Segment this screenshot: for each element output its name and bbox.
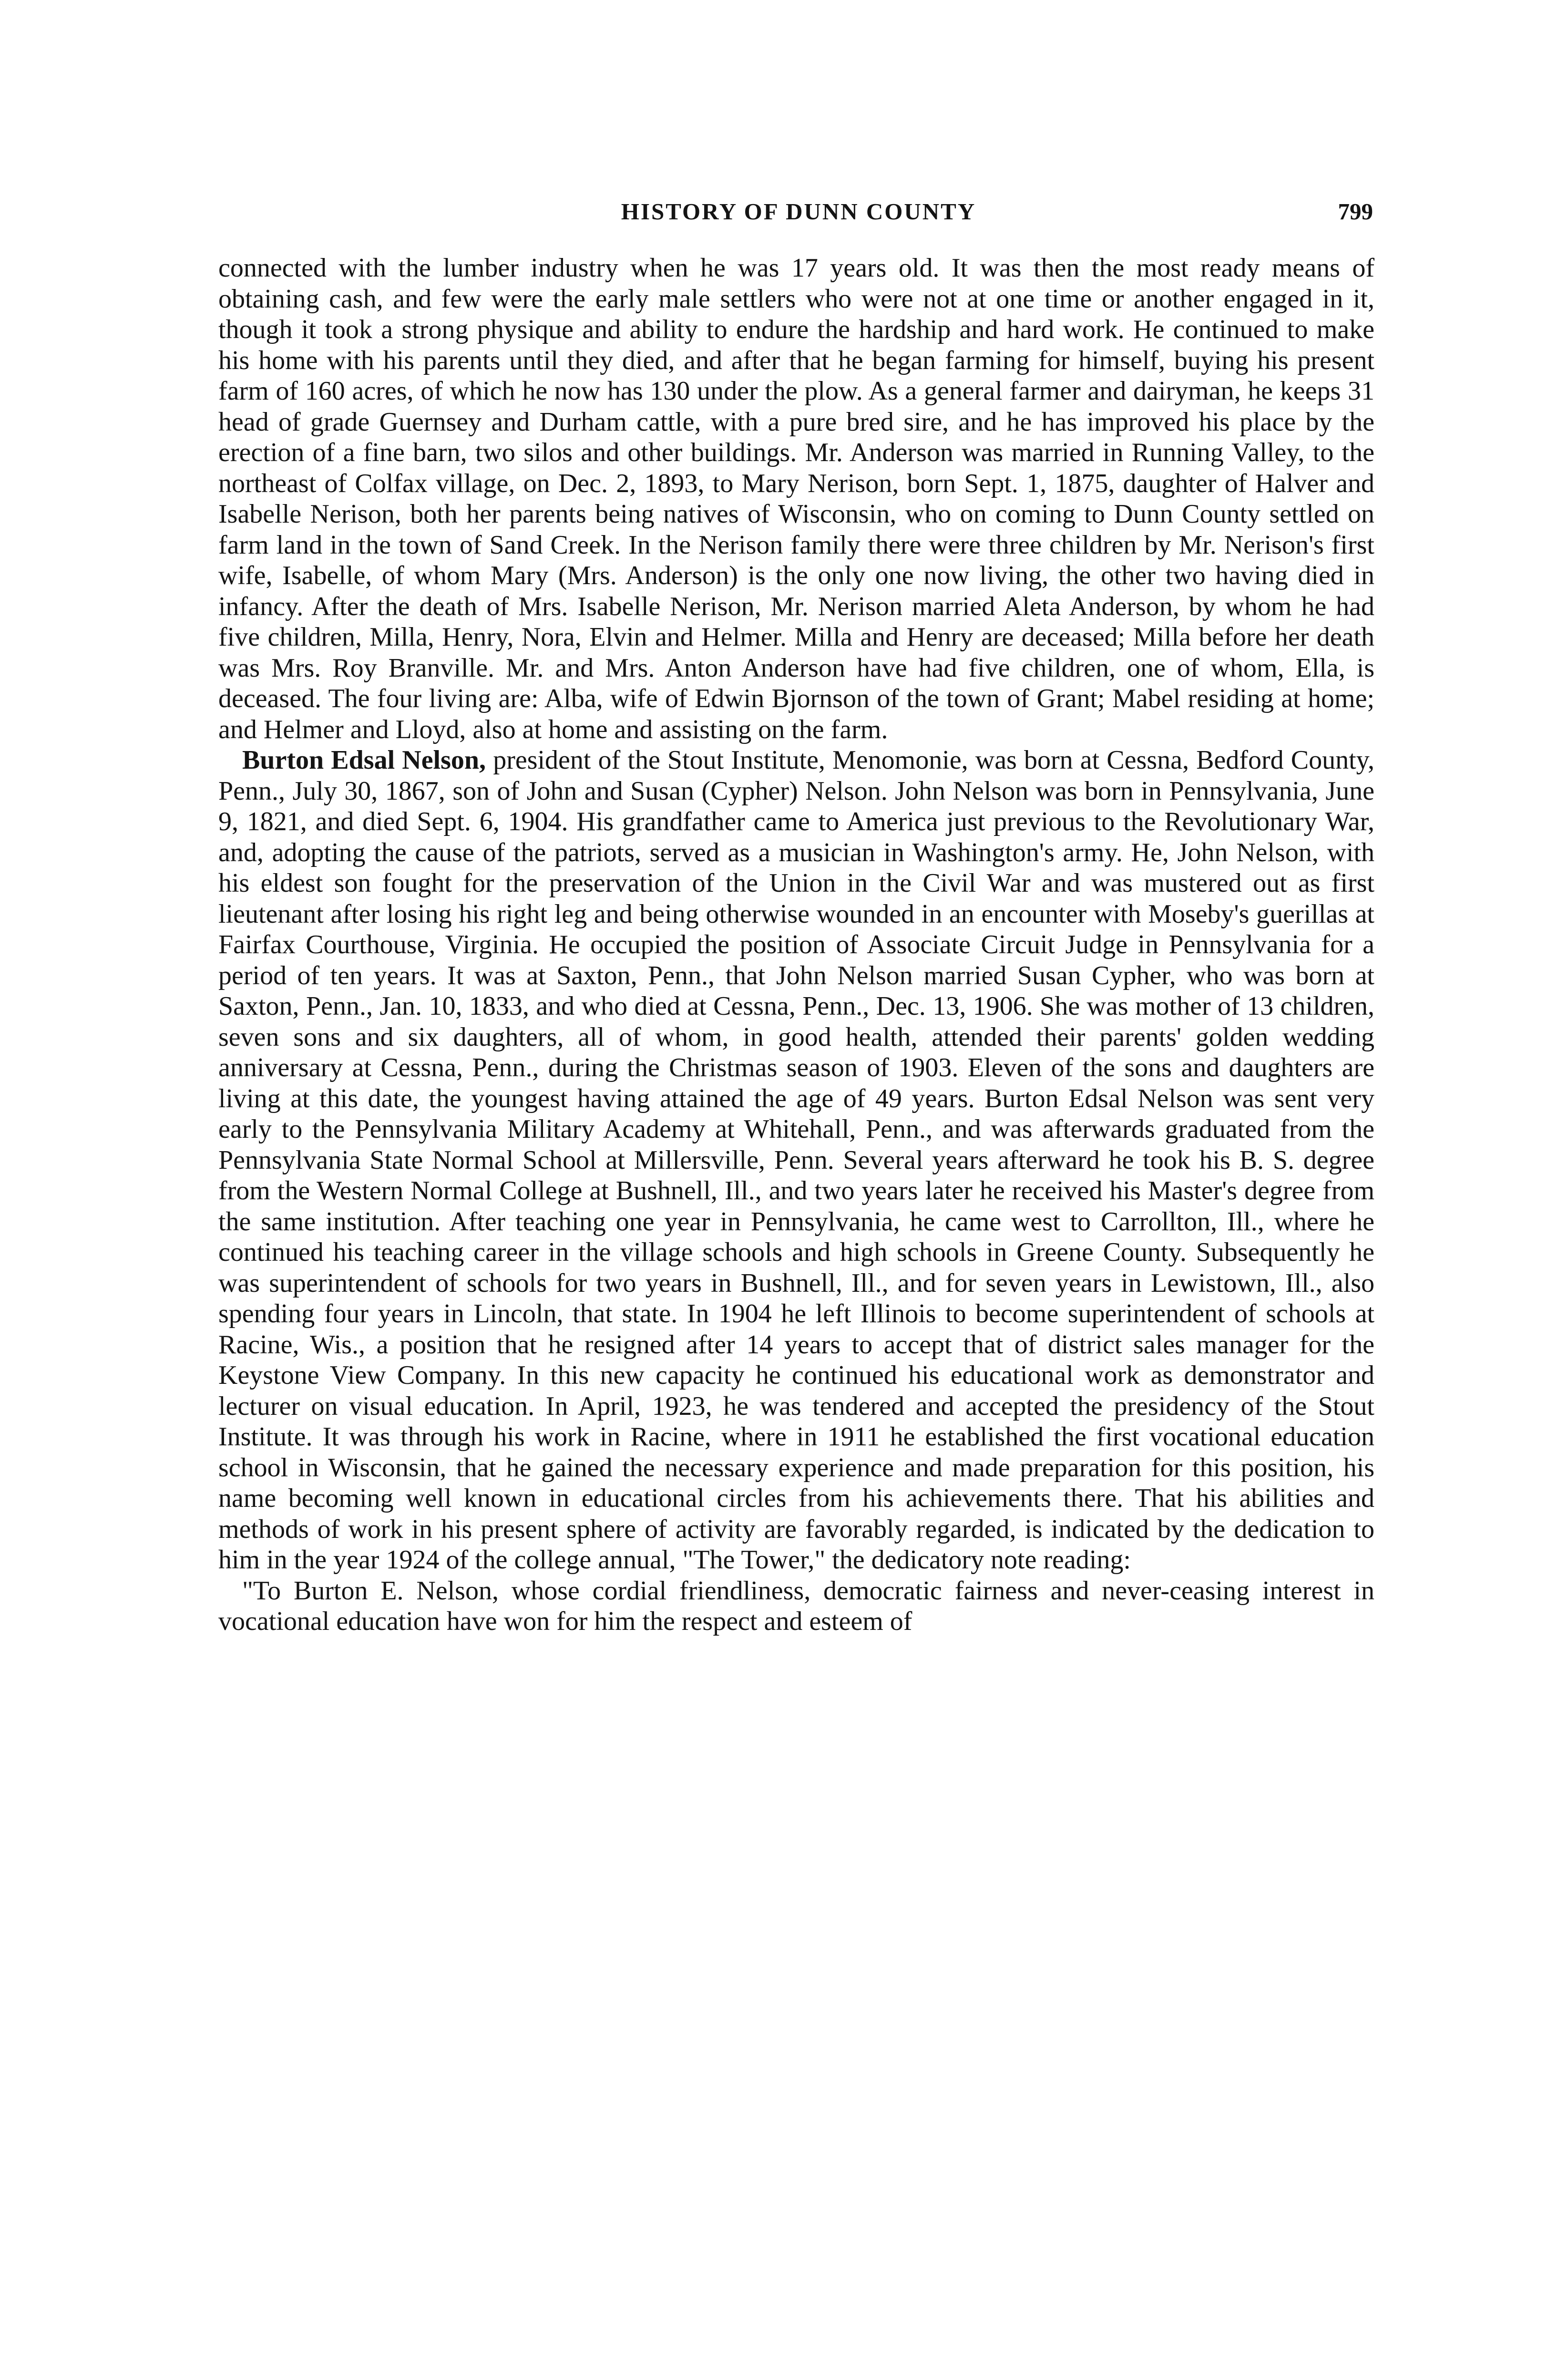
paragraph-dedication-quote — [218, 1576, 1374, 1637]
page-number: 799 — [1338, 198, 1373, 225]
paragraph-anderson-continued — [218, 253, 1374, 745]
paragraph-text: connected with the lumber industry when he was 17 years old. It was then the most ready means of obtaining cash, and few were the early male settlers who were not at one time or another engaged in it, though it took a strong physique and ability to endure the hardship and hard work. He continued to make his home with his parents until they died, and after that he began farming for himself, buying his present farm of 160 acres, of which he now has 130 under the plow. As a general farmer and dairyman, he keeps 31 head of grade Guernsey and Durham cattle, with a pure bred sire, and he has improved his place by the erection of a fine barn, two silos and other buildings. Mr. Anderson was married in Running Valley, to the northeast of Colfax village, on Dec. 2, 1893, to Mary Nerison, born Sept. 1, 1875, daughter of Halver and Isabelle Nerison, both her parents being natives of Wisconsin, who on coming to Dunn County settled on farm land in the town of Sand Creek. In the Nerison family there were three children by Mr. Nerison's first wife, Isabelle, of whom Mary (Mrs. Anderson) is the only one now living, the other two having died in infancy. After the death of Mrs. Isabelle Nerison, Mr. Nerison married Aleta Anderson, by whom he had five children, Milla, Henry, Nora, Elvin and Helmer. Milla and Henry are deceased; Milla before her death was Mrs. Roy Branville. Mr. and Mrs. Anton Anderson have had five children, one of whom, Ella, is deceased. The four living are: Alba, wife of Edwin Bjornson of the town of Grant; Mabel residing at home; and Helmer and Lloyd, also at home and assisting on the farm. — [218, 253, 1374, 744]
paragraph-text: president of the Stout Institute, Menomonie, was born at Cessna, Bedford County, Penn., July 30, 1867, son of John and Susan (Cypher) Nelson. John Nelson was born in Pennsylvania, June 9, 1821, and died Sept. 6, 1904. His grandfather came to America just previous to the Revolutionary War, and, adopting the cause of the patriots, served as a musician in Washington's army. He, John Nelson, with his eldest son fought for the preservation of the Union in the Civil War and was mustered out as first lieutenant after losing his right leg and being otherwise wounded in an encounter with Moseby's guerillas at Fairfax Courthouse, Virginia. He occupied the position of Associate Circuit Judge in Pennsylvania for a period of ten years. It was at Saxton, Penn., that John Nelson married Susan Cypher, who was born at Saxton, Penn., Jan. 10, 1833, and who died at Cessna, Penn., Dec. 13, 1906. She was mother of 13 children, seven sons and six daughters, all of whom, in good health, attended their parents' golden wedding anniversary at Cessna, Penn., during the Christmas season of 1903. Eleven of the sons and daughters are living at this date, the youngest having attained the age of 49 years. Burton Edsal Nelson was sent very early to the Pennsylvania Military Academy at Whitehall, Penn., and was afterwards graduated from the Pennsylvania State Normal School at Millersville, Penn. Several years afterward he took his B. S. degree from the Western Normal College at Bushnell, Ill., and two years later he received his Master's degree from the same institution. After teaching one year in Pennsylvania, he came west to Carrollton, Ill., where he continued his teaching career in the village schools and high schools in Greene County. Subsequently he was superintendent of schools for two years in Bushnell, Ill., and for seven years in Lewistown, Ill., also spending four years in Lincoln, that state. In 1904 he left Illinois to become superintendent of schools at Racine, Wis., a position that he resigned after 14 years to accept that of district sales manager for the Keystone View Company. In this new capacity he continued his educational work as demonstrator and lecturer on visual education. In April, 1923, he was tendered and accepted the presidency of the Stout Institute. It was through his work in Racine, where in 1911 he established the first vocational education school in Wisconsin, that he gained the necessary experience and made preparation for this position, his name becoming well known in educational circles from his achievements there. That his abilities and methods of work in his present sphere of activity are favorably regarded, is indicated by the dedication to him in the year 1924 of the college annual, "The Tower," the dedicatory note reading: — [218, 745, 1374, 1575]
page-header — [224, 198, 1373, 231]
paragraph-burton-nelson — [218, 745, 1374, 1576]
paragraph-text: "To Burton E. Nelson, whose cordial friendliness, democratic fairness and never-ceasing interest in vocational education have won for him the respect and esteem of — [218, 1576, 1374, 1636]
body-text — [218, 253, 1374, 1637]
biography-subject-name: Burton Edsal Nelson, — [242, 745, 486, 775]
running-head: HISTORY OF DUNN COUNTY — [621, 198, 976, 225]
